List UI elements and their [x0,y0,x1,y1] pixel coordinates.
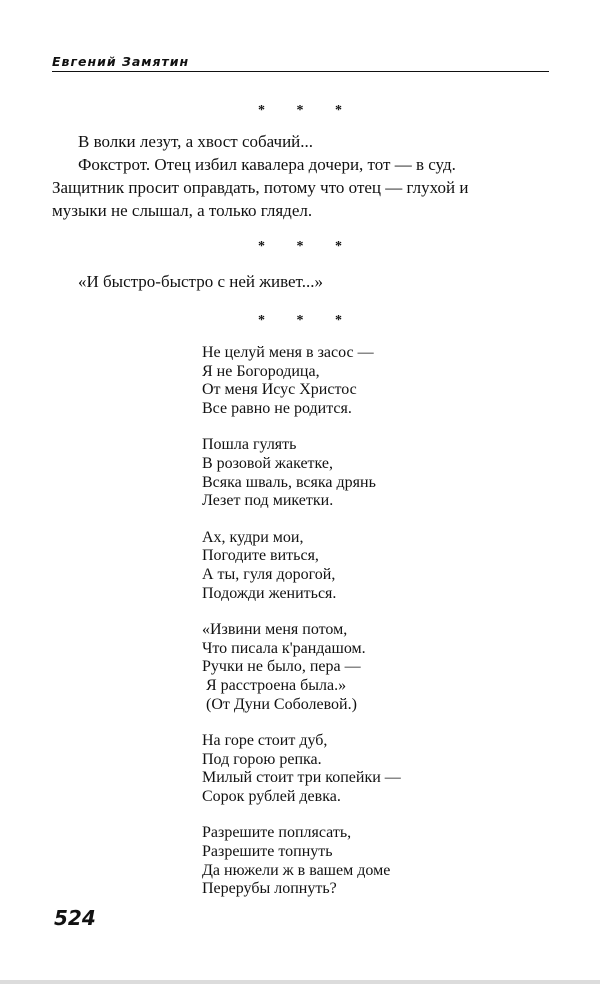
poem-line: Ручки не было, пера — [202,658,361,676]
poem-line: Разрешите топнуть [202,843,333,861]
poem-line: Перерубы лопнуть? [202,880,337,898]
prose-line: В волки лезут, а хвост собачий... [78,132,314,151]
poem-line: Ах, кудри мои, [202,528,304,546]
poem-line: Что писала к'рандашом. [202,639,366,657]
section-separator-3: * * * [258,313,356,328]
poem-stanza [202,344,532,418]
poem-line: А ты, гуля дорогой, [202,565,336,583]
poem-line: «Извини меня потом, [202,621,348,639]
running-head-author: Евгений Замятин [52,54,190,69]
poem-line: Все равно не родится. [202,399,352,417]
poem-stanza [202,732,532,806]
poem-line: Погодите виться, [202,547,319,565]
poem-line: От меня Исус Христос [202,381,357,399]
header-rule [52,71,549,72]
poem-line: На горе стоит дуб, [202,732,328,750]
poem-line: В розовой жакетке, [202,454,334,472]
poem-stanza [202,529,532,603]
poem-line: Подожди жениться. [202,584,337,602]
prose-line: музыки не слышал, а только глядел. [52,201,313,220]
poem-line: Разрешите поплясать, [202,824,352,842]
poem-line: Я не Богородица, [202,362,320,380]
poem-stanza [202,621,532,714]
section-separator-2: * * * [258,239,356,254]
poem-line: Я расстроена была.» [206,676,347,694]
prose-line: Защитник просит оправдать, потому что отец — глухой и [52,178,469,197]
poem-stanza [202,824,532,898]
prose-line: Фокстрот. Отец избил кавалера дочери, тот — в суд. [78,155,456,174]
section-separator-1: * * * [258,103,356,118]
prose-block-1 [52,130,552,222]
poem-line: Не целуй меня в засос — [202,344,374,361]
page-bottom-edge [0,980,600,984]
poem-line: Под горою репка. [202,750,322,768]
prose-block-2 [52,270,552,293]
prose-line: «И быстро-быстро с ней живет...» [78,272,323,291]
poem-line: Сорок рублей девка. [202,787,341,805]
poem-line: Да нюжели ж в вашем доме [202,861,391,879]
poem-stanza [202,436,532,510]
poem-line: Милый стоит три копейки — [202,769,401,787]
poem-line: Пошла гулять [202,436,297,454]
poem [202,344,532,917]
poem-attribution: (От Дуни Соболевой.) [206,695,357,713]
page-number: 524 [54,906,96,930]
poem-line: Лезет под микетки. [202,492,334,510]
poem-line: Всяка шваль, всяка дрянь [202,473,376,491]
